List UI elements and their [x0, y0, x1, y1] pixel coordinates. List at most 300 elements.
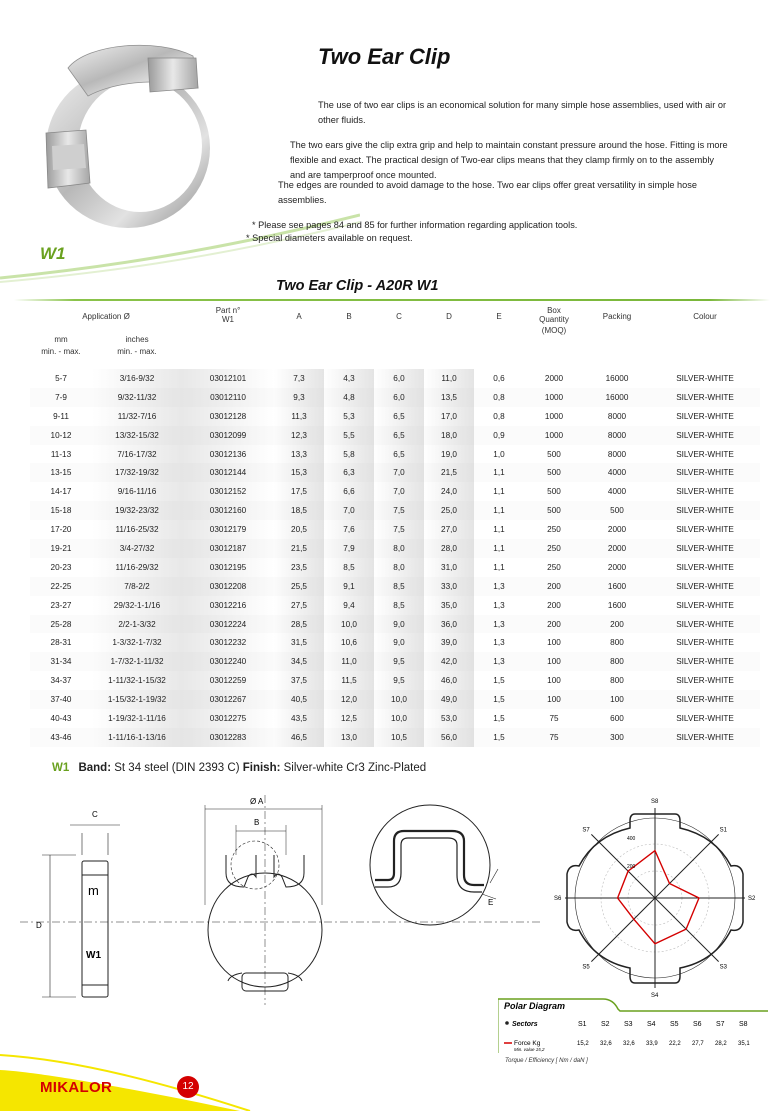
cell-dim-e: 1,5: [474, 728, 524, 747]
header-box-quantity: Box Quantity (MOQ): [539, 306, 569, 335]
polar-diagram: [545, 796, 765, 1001]
cell-dim-e: 0,6: [474, 369, 524, 388]
table-row: [30, 596, 760, 615]
cell-part-number: 03012283: [182, 728, 274, 747]
cell-packing: 16000: [584, 369, 650, 388]
header-mm: mm: [54, 335, 68, 344]
intro-paragraph-1: The use of two ear clips is an economical solution for many simple hose assemblies, used with air or other fluids.: [318, 100, 727, 125]
side-w1-label: W1: [86, 950, 101, 961]
table-row: [30, 615, 760, 634]
sector-label-s8: S8: [651, 799, 659, 805]
cell-packing: 8000: [584, 445, 650, 464]
cell-part-number: 03012110: [182, 388, 274, 407]
cell-dim-a: 20,5: [274, 520, 324, 539]
title-rule: [14, 299, 770, 301]
cell-box-quantity: 500: [524, 445, 584, 464]
legend-sector-s5: S5: [670, 1021, 679, 1028]
cell-dim-b: 10,6: [324, 633, 374, 652]
cell-colour: SILVER-WHITE: [650, 463, 760, 482]
cell-app-mm: 11-13: [30, 445, 92, 464]
cell-app-inches: 1-15/32-1-19/32: [92, 690, 182, 709]
cell-colour: SILVER-WHITE: [650, 445, 760, 464]
detail-circle: [370, 805, 490, 925]
cell-dim-d: 17,0: [424, 407, 474, 426]
cell-dim-e: 1,3: [474, 596, 524, 615]
cell-colour: SILVER-WHITE: [650, 671, 760, 690]
table-row: [30, 407, 760, 426]
cell-dim-c: 6,5: [374, 426, 424, 445]
cell-packing: 800: [584, 633, 650, 652]
cell-dim-c: 9,5: [374, 671, 424, 690]
brand-mark-label: m: [88, 883, 99, 898]
cell-part-number: 03012179: [182, 520, 274, 539]
cell-packing: 100: [584, 690, 650, 709]
cell-part-number: 03012099: [182, 426, 274, 445]
cell-packing: 4000: [584, 463, 650, 482]
header-b: B: [346, 312, 352, 321]
table-row: [30, 652, 760, 671]
cell-app-mm: 7-9: [30, 388, 92, 407]
cell-app-mm: 9-11: [30, 407, 92, 426]
cell-dim-a: 11,3: [274, 407, 324, 426]
page-number: 12: [177, 1076, 199, 1098]
sectors-label: Sectors: [512, 1021, 538, 1028]
cell-dim-e: 1,5: [474, 690, 524, 709]
legend-force-s8: 35,1: [738, 1041, 750, 1047]
cell-colour: SILVER-WHITE: [650, 652, 760, 671]
cell-part-number: 03012224: [182, 615, 274, 634]
cell-dim-b: 11,0: [324, 652, 374, 671]
cell-dim-c: 7,5: [374, 501, 424, 520]
cell-colour: SILVER-WHITE: [650, 407, 760, 426]
cell-colour: SILVER-WHITE: [650, 596, 760, 615]
cell-dim-d: 13,5: [424, 388, 474, 407]
cell-dim-d: 25,0: [424, 501, 474, 520]
legend-force-s2: 32,6: [600, 1041, 612, 1047]
header-colour: Colour: [693, 312, 717, 321]
polar-legend-box: [498, 997, 768, 1055]
cell-part-number: 03012136: [182, 445, 274, 464]
cell-dim-b: 4,3: [324, 369, 374, 388]
cell-app-inches: 29/32-1-1/16: [92, 596, 182, 615]
cell-app-mm: 19-21: [30, 539, 92, 558]
legend-force-s6: 27,7: [692, 1041, 704, 1047]
min-value: Min. value 15,2: [514, 1047, 545, 1052]
torque-note: Torque / Efficiency [ Nm / daN ]: [505, 1058, 588, 1064]
cell-app-inches: 2/2-1-3/32: [92, 615, 182, 634]
cell-app-inches: 19/32-23/32: [92, 501, 182, 520]
cell-dim-d: 53,0: [424, 709, 474, 728]
cell-part-number: 03012267: [182, 690, 274, 709]
cell-dim-c: 6,5: [374, 445, 424, 464]
cell-colour: SILVER-WHITE: [650, 539, 760, 558]
cell-dim-b: 6,6: [324, 482, 374, 501]
band-text: St 34 steel (DIN 2393 C): [114, 762, 240, 774]
cell-dim-e: 1,1: [474, 520, 524, 539]
sector-label-s7: S7: [582, 827, 590, 834]
cell-colour: SILVER-WHITE: [650, 388, 760, 407]
product-photo: [28, 18, 218, 248]
cell-app-mm: 37-40: [30, 690, 92, 709]
table-title: Two Ear Clip - A20R W1: [276, 278, 439, 294]
cell-dim-d: 39,0: [424, 633, 474, 652]
page-title: Two Ear Clip: [318, 44, 451, 69]
cell-packing: 600: [584, 709, 650, 728]
cell-dim-a: 40,5: [274, 690, 324, 709]
force-label: Force Kg: [514, 1040, 541, 1047]
header-minmax-mm: min. - max.: [41, 347, 81, 356]
finish-label: Finish:: [242, 762, 281, 774]
cell-dim-c: 7,5: [374, 520, 424, 539]
cell-app-inches: 9/16-11/16: [92, 482, 182, 501]
cell-dim-d: 24,0: [424, 482, 474, 501]
table-row: [30, 369, 760, 388]
cell-box-quantity: 1000: [524, 426, 584, 445]
cell-app-inches: 11/16-25/32: [92, 520, 182, 539]
cell-dim-b: 9,4: [324, 596, 374, 615]
cell-part-number: 03012275: [182, 709, 274, 728]
cell-app-mm: 23-27: [30, 596, 92, 615]
cell-dim-d: 36,0: [424, 615, 474, 634]
header-d: D: [446, 312, 452, 321]
legend-sector-s1: S1: [578, 1021, 587, 1028]
cell-app-inches: 3/16-9/32: [92, 369, 182, 388]
cell-dim-e: 1,1: [474, 501, 524, 520]
cell-part-number: 03012187: [182, 539, 274, 558]
finish-text: Silver-white Cr3 Zinc-Plated: [283, 762, 427, 774]
cell-dim-a: 23,5: [274, 558, 324, 577]
cell-part-number: 03012144: [182, 463, 274, 482]
cell-dim-a: 9,3: [274, 388, 324, 407]
cell-dim-c: 7,0: [374, 463, 424, 482]
cell-dim-c: 8,0: [374, 558, 424, 577]
cell-dim-a: 27,5: [274, 596, 324, 615]
cell-box-quantity: 200: [524, 596, 584, 615]
header-part: Part n° W1: [215, 306, 241, 324]
cell-box-quantity: 100: [524, 633, 584, 652]
cell-colour: SILVER-WHITE: [650, 520, 760, 539]
cell-part-number: 03012195: [182, 558, 274, 577]
legend-sector-s3: S3: [624, 1021, 633, 1028]
table-row: [30, 482, 760, 501]
table-row: [30, 501, 760, 520]
cell-packing: 500: [584, 501, 650, 520]
cell-part-number: 03012259: [182, 671, 274, 690]
cell-app-inches: 1-11/32-1-15/32: [92, 671, 182, 690]
cell-app-inches: 13/32-15/32: [92, 426, 182, 445]
cell-box-quantity: 1000: [524, 388, 584, 407]
polar-box-title: Polar Diagram: [504, 1001, 566, 1011]
cell-dim-d: 21,5: [424, 463, 474, 482]
cell-part-number: 03012240: [182, 652, 274, 671]
cell-app-mm: 15-18: [30, 501, 92, 520]
cell-app-inches: 1-19/32-1-11/16: [92, 709, 182, 728]
header-inches: inches: [125, 335, 149, 344]
dim-a-label: Ø A: [250, 797, 264, 806]
legend-sector-s2: S2: [601, 1021, 610, 1028]
cell-colour: SILVER-WHITE: [650, 709, 760, 728]
cell-dim-c: 9,0: [374, 633, 424, 652]
cell-dim-d: 18,0: [424, 426, 474, 445]
table-row: [30, 520, 760, 539]
table-row: [30, 426, 760, 445]
spec-table: [30, 306, 760, 747]
cell-dim-c: 6,0: [374, 388, 424, 407]
cell-packing: 800: [584, 671, 650, 690]
footer-swoosh: [0, 1050, 773, 1111]
cell-packing: 1600: [584, 577, 650, 596]
cell-dim-b: 12,5: [324, 709, 374, 728]
cell-dim-e: 1,1: [474, 539, 524, 558]
cell-packing: 2000: [584, 520, 650, 539]
cell-app-inches: 1-7/32-1-11/32: [92, 652, 182, 671]
cell-box-quantity: 200: [524, 577, 584, 596]
intro-paragraph-2: The two ears give the clip extra grip and help to maintain constant pressure around the hose. Fitting is more flexible and exact. The practical design of Two-ear clips means that they clamp firmly on to the assembly and are tamperproof once mounted.: [290, 140, 728, 180]
cell-dim-c: 9,5: [374, 652, 424, 671]
cell-box-quantity: 500: [524, 482, 584, 501]
cell-box-quantity: 100: [524, 690, 584, 709]
sector-label-s3: S3: [719, 964, 727, 971]
cell-app-inches: 1-11/16-1-13/16: [92, 728, 182, 747]
cell-dim-a: 21,5: [274, 539, 324, 558]
band-label: Band:: [78, 762, 112, 774]
cell-box-quantity: 500: [524, 501, 584, 520]
cell-dim-e: 1,5: [474, 709, 524, 728]
table-row: [30, 709, 760, 728]
table-row: [30, 558, 760, 577]
cell-box-quantity: 100: [524, 652, 584, 671]
cell-dim-c: 9,0: [374, 615, 424, 634]
legend-sector-s6: S6: [693, 1021, 702, 1028]
cell-colour: SILVER-WHITE: [650, 482, 760, 501]
table-row: [30, 633, 760, 652]
cell-part-number: 03012160: [182, 501, 274, 520]
cell-colour: SILVER-WHITE: [650, 558, 760, 577]
cell-packing: 8000: [584, 407, 650, 426]
header-minmax-inches: min. - max.: [117, 347, 157, 356]
cell-dim-b: 11,5: [324, 671, 374, 690]
cell-dim-e: 1,1: [474, 463, 524, 482]
cell-dim-c: 10,5: [374, 728, 424, 747]
cell-app-inches: 11/32-7/16: [92, 407, 182, 426]
cell-dim-a: 46,5: [274, 728, 324, 747]
cell-colour: SILVER-WHITE: [650, 615, 760, 634]
cell-dim-d: 28,0: [424, 539, 474, 558]
cell-box-quantity: 250: [524, 558, 584, 577]
cell-colour: SILVER-WHITE: [650, 690, 760, 709]
cell-dim-c: 8,5: [374, 596, 424, 615]
dim-e-label: E: [488, 898, 494, 907]
legend-sector-s8: S8: [739, 1021, 748, 1028]
cell-dim-a: 12,3: [274, 426, 324, 445]
cell-app-inches: 1-3/32-1-7/32: [92, 633, 182, 652]
table-row: [30, 728, 760, 747]
cell-dim-d: 33,0: [424, 577, 474, 596]
cell-app-inches: 17/32-19/32: [92, 463, 182, 482]
table-row: [30, 539, 760, 558]
cell-dim-c: 6,0: [374, 369, 424, 388]
dim-d-label: D: [36, 921, 42, 930]
cell-dim-d: 42,0: [424, 652, 474, 671]
cell-app-mm: 40-43: [30, 709, 92, 728]
cell-dim-e: 0,9: [474, 426, 524, 445]
cell-packing: 800: [584, 652, 650, 671]
cell-dim-b: 6,3: [324, 463, 374, 482]
cell-part-number: 03012128: [182, 407, 274, 426]
cell-dim-e: 1,3: [474, 577, 524, 596]
table-row: [30, 690, 760, 709]
cell-colour: SILVER-WHITE: [650, 501, 760, 520]
cell-dim-c: 8,5: [374, 577, 424, 596]
table-row: [30, 445, 760, 464]
cell-dim-b: 5,5: [324, 426, 374, 445]
cell-box-quantity: 100: [524, 671, 584, 690]
cell-dim-c: 10,0: [374, 709, 424, 728]
cell-box-quantity: 1000: [524, 407, 584, 426]
legend-force-s1: 15,2: [577, 1041, 589, 1047]
cell-box-quantity: 200: [524, 615, 584, 634]
cell-part-number: 03012152: [182, 482, 274, 501]
cell-dim-c: 7,0: [374, 482, 424, 501]
cell-dim-e: 1,3: [474, 615, 524, 634]
band-tag: W1: [52, 762, 70, 774]
ring-label-200: 200: [627, 864, 636, 870]
sector-label-s2: S2: [748, 896, 756, 902]
cell-colour: SILVER-WHITE: [650, 369, 760, 388]
cell-app-mm: 22-25: [30, 577, 92, 596]
cell-app-mm: 5-7: [30, 369, 92, 388]
cell-dim-e: 1,1: [474, 482, 524, 501]
cell-packing: 300: [584, 728, 650, 747]
header-application: Application Ø: [82, 312, 130, 321]
cell-dim-b: 8,5: [324, 558, 374, 577]
cell-packing: 4000: [584, 482, 650, 501]
cell-dim-c: 8,0: [374, 539, 424, 558]
cell-packing: 2000: [584, 539, 650, 558]
cell-dim-b: 12,0: [324, 690, 374, 709]
cell-dim-e: 1,0: [474, 445, 524, 464]
cell-dim-d: 46,0: [424, 671, 474, 690]
cell-dim-b: 7,6: [324, 520, 374, 539]
cell-colour: SILVER-WHITE: [650, 426, 760, 445]
cell-dim-a: 37,5: [274, 671, 324, 690]
cell-app-mm: 17-20: [30, 520, 92, 539]
cell-app-mm: 14-17: [30, 482, 92, 501]
side-view-outline: [82, 861, 108, 997]
cell-dim-d: 11,0: [424, 369, 474, 388]
cell-dim-a: 15,3: [274, 463, 324, 482]
cell-app-mm: 43-46: [30, 728, 92, 747]
cell-dim-d: 56,0: [424, 728, 474, 747]
cell-dim-e: 1,5: [474, 671, 524, 690]
cell-app-mm: 10-12: [30, 426, 92, 445]
cell-packing: 1600: [584, 596, 650, 615]
cell-packing: 16000: [584, 388, 650, 407]
cell-box-quantity: 75: [524, 709, 584, 728]
cell-dim-d: 35,0: [424, 596, 474, 615]
header-e: E: [496, 312, 502, 321]
cell-box-quantity: 2000: [524, 369, 584, 388]
cell-app-mm: 25-28: [30, 615, 92, 634]
cell-part-number: 03012232: [182, 633, 274, 652]
legend-sector-s4: S4: [647, 1021, 656, 1028]
cell-dim-e: 0,8: [474, 407, 524, 426]
cell-dim-d: 27,0: [424, 520, 474, 539]
cell-box-quantity: 75: [524, 728, 584, 747]
note-tools: * Please see pages 84 and 85 for further information regarding application tools.: [252, 220, 578, 230]
cell-dim-b: 4,8: [324, 388, 374, 407]
cell-app-inches: 11/16-29/32: [92, 558, 182, 577]
cell-app-inches: 3/4-27/32: [92, 539, 182, 558]
table-row: [30, 671, 760, 690]
legend-force-s4: 33,9: [646, 1041, 658, 1047]
cell-packing: 200: [584, 615, 650, 634]
cell-dim-b: 9,1: [324, 577, 374, 596]
header-a: A: [296, 312, 302, 321]
material-spec: [52, 762, 426, 774]
cell-part-number: 03012208: [182, 577, 274, 596]
product-tag: W1: [40, 244, 66, 263]
cell-dim-e: 0,8: [474, 388, 524, 407]
cell-dim-d: 49,0: [424, 690, 474, 709]
cell-dim-e: 1,1: [474, 558, 524, 577]
cell-dim-a: 31,5: [274, 633, 324, 652]
cell-dim-e: 1,3: [474, 652, 524, 671]
cell-app-mm: 31-34: [30, 652, 92, 671]
cell-dim-a: 34,5: [274, 652, 324, 671]
cell-dim-b: 7,0: [324, 501, 374, 520]
cell-box-quantity: 250: [524, 520, 584, 539]
table-row: [30, 388, 760, 407]
table-row: [30, 577, 760, 596]
table-row: [30, 463, 760, 482]
brand-logo: MIKALOR: [40, 1079, 113, 1096]
note-diameters: * Special diameters available on request.: [246, 233, 413, 243]
cell-box-quantity: 500: [524, 463, 584, 482]
cell-colour: SILVER-WHITE: [650, 577, 760, 596]
cell-dim-a: 17,5: [274, 482, 324, 501]
cell-dim-c: 10,0: [374, 690, 424, 709]
cell-app-inches: 7/8-2/2: [92, 577, 182, 596]
cell-dim-b: 5,8: [324, 445, 374, 464]
cell-dim-b: 13,0: [324, 728, 374, 747]
sector-label-s6: S6: [554, 896, 562, 902]
legend-force-s3: 32,6: [623, 1041, 635, 1047]
cell-part-number: 03012216: [182, 596, 274, 615]
cell-app-mm: 34-37: [30, 671, 92, 690]
cell-dim-d: 19,0: [424, 445, 474, 464]
cell-app-mm: 20-23: [30, 558, 92, 577]
cell-app-inches: 7/16-17/32: [92, 445, 182, 464]
cell-app-mm: 13-15: [30, 463, 92, 482]
cell-colour: SILVER-WHITE: [650, 728, 760, 747]
sector-label-s1: S1: [719, 827, 727, 834]
dim-b-label: B: [254, 818, 260, 827]
cell-part-number: 03012101: [182, 369, 274, 388]
sector-label-s4: S4: [651, 993, 659, 999]
cell-dim-a: 28,5: [274, 615, 324, 634]
cell-dim-c: 6,5: [374, 407, 424, 426]
dim-c-label: C: [92, 810, 98, 819]
cell-app-mm: 28-31: [30, 633, 92, 652]
cell-dim-b: 7,9: [324, 539, 374, 558]
spec-table-body: [30, 369, 760, 747]
cell-dim-b: 5,3: [324, 407, 374, 426]
legend-sector-s7: S7: [716, 1021, 725, 1028]
intro-paragraph-3: The edges are rounded to avoid damage to the hose. Two ear clips offer great versatility in simple hose assemblies.: [278, 180, 697, 205]
header-c: C: [396, 312, 402, 321]
cell-packing: 2000: [584, 558, 650, 577]
